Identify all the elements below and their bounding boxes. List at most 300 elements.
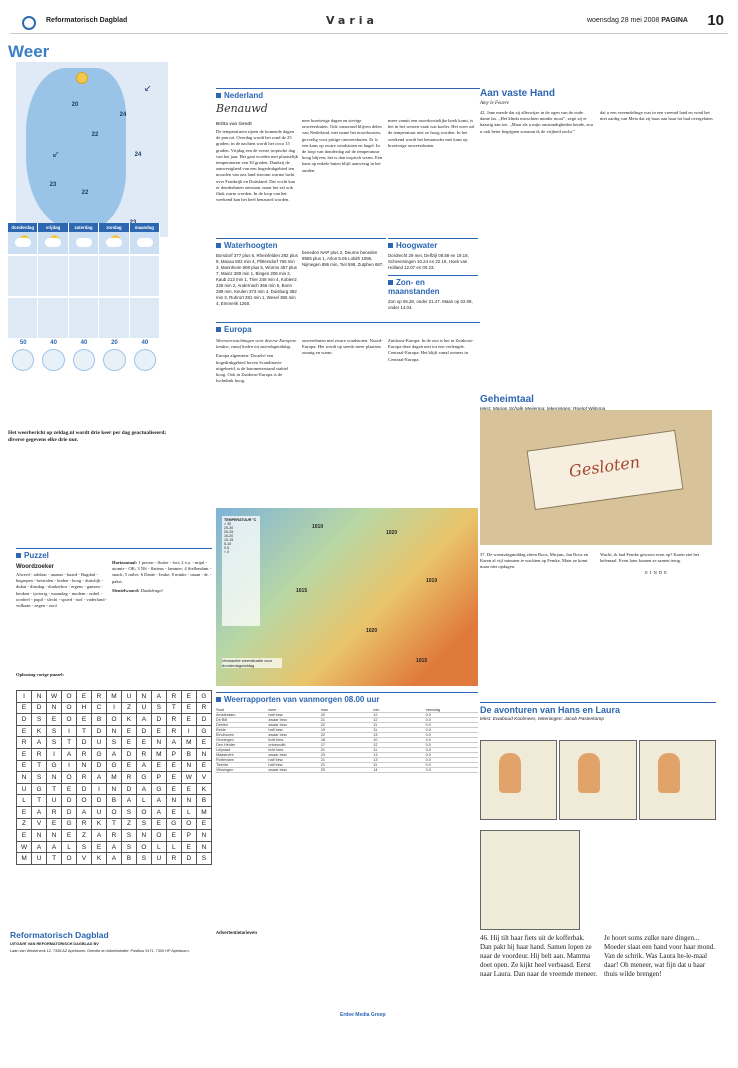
grid-cell[interactable]: D <box>92 725 107 737</box>
grid-cell[interactable]: N <box>32 691 47 703</box>
forecast-day: donderdag <box>8 223 38 232</box>
grid-cell[interactable]: E <box>17 760 32 772</box>
grid-cell[interactable]: P <box>166 748 181 760</box>
grid-cell[interactable]: M <box>106 772 121 784</box>
grid-cell[interactable]: E <box>181 714 196 726</box>
grid-cell[interactable]: A <box>151 795 166 807</box>
grid-cell[interactable]: G <box>196 725 211 737</box>
grid-cell[interactable]: G <box>106 760 121 772</box>
grid-cell[interactable]: L <box>136 795 151 807</box>
grid-cell[interactable]: I <box>92 783 107 795</box>
grid-cell[interactable]: D <box>136 725 151 737</box>
grid-cell[interactable]: A <box>151 691 166 703</box>
grid-cell[interactable]: E <box>17 806 32 818</box>
grid-cell[interactable]: G <box>92 748 107 760</box>
grid-cell[interactable]: G <box>32 783 47 795</box>
grid-cell[interactable]: N <box>32 830 47 842</box>
grid-cell[interactable]: M <box>151 748 166 760</box>
grid-cell[interactable]: B <box>196 795 211 807</box>
grid-cell[interactable]: A <box>32 841 47 853</box>
table-row: Maastricht zwaar bew. 23 13 0.0 <box>216 753 478 758</box>
grid-cell[interactable]: Z <box>121 818 136 830</box>
grid-cell[interactable]: M <box>17 853 32 865</box>
map-note: Verwachte weersituatie voor donderdagmiddag <box>222 658 282 668</box>
grid-cell[interactable]: L <box>181 806 196 818</box>
grid-cell[interactable]: S <box>106 737 121 749</box>
grid-cell[interactable]: E <box>196 760 211 772</box>
grid-cell[interactable]: T <box>166 702 181 714</box>
grid-cell[interactable]: D <box>62 806 77 818</box>
grid-cell[interactable]: U <box>121 691 136 703</box>
grid-cell[interactable]: Z <box>77 830 92 842</box>
cloud-sun-icon <box>38 232 68 254</box>
grid-cell[interactable]: L <box>17 795 32 807</box>
europa-section <box>216 322 480 334</box>
grid-cell[interactable]: N <box>151 737 166 749</box>
grid-cell[interactable]: U <box>17 783 32 795</box>
grid-cell[interactable]: S <box>136 853 151 865</box>
grid-cell[interactable]: N <box>47 830 62 842</box>
geheimtaal-illustration <box>480 410 712 545</box>
europa-col1: Weersverwachtingen voor diverse Europese landen, vanaf heden tot zaterdagmiddag. Europa algemeen: Dwaelsf een hogedrukgebied boven Scandinavie uitgebreid, is de barometerstand stabiel hoog. Ook in Zuidoost-Europa is de luchtdruk hoog. <box>216 338 297 384</box>
table-row: De Bilt zwaar bew. 21 12 0.0 <box>216 718 478 723</box>
map-temp: 24 <box>119 112 127 118</box>
grid-cell[interactable]: T <box>62 737 77 749</box>
table-row: Den Helder onbewolkt 17 12 0.0 <box>216 743 478 748</box>
grid-cell[interactable]: E <box>151 818 166 830</box>
grid-cell[interactable]: E <box>196 737 211 749</box>
grid-cell[interactable]: R <box>136 748 151 760</box>
zon-heading: Zon- en maanstanden <box>388 275 478 296</box>
grid-cell[interactable]: W <box>181 772 196 784</box>
grid-cell[interactable]: I <box>17 691 32 703</box>
waterhoogten-heading: Waterhoogten <box>216 238 386 250</box>
weer-footnote: Het weerbericht op zeldag.nl wordt drie keer per dag geactualiseerd; diverse gegevens elke drie uur. <box>8 430 167 443</box>
grid-cell[interactable]: N <box>106 783 121 795</box>
grid-cell[interactable]: U <box>32 853 47 865</box>
grid-cell[interactable]: E <box>77 691 92 703</box>
grid-cell[interactable]: E <box>151 725 166 737</box>
grid-cell[interactable]: U <box>92 737 107 749</box>
grid-cell[interactable]: A <box>47 841 62 853</box>
grid-cell[interactable]: R <box>121 772 136 784</box>
grid-row <box>17 806 212 818</box>
grid-cell[interactable]: N <box>181 795 196 807</box>
page-number: 10 <box>707 12 724 29</box>
grid-cell[interactable]: K <box>92 853 107 865</box>
temperature-strip <box>8 256 160 296</box>
grid-cell[interactable]: E <box>166 783 181 795</box>
grid-cell[interactable]: O <box>136 841 151 853</box>
grid-cell[interactable]: O <box>77 795 92 807</box>
grid-cell[interactable]: G <box>196 691 211 703</box>
grid-cell[interactable]: S <box>121 830 136 842</box>
grid-cell[interactable]: L <box>62 841 77 853</box>
grid-cell[interactable]: E <box>166 806 181 818</box>
grid-row <box>17 853 212 865</box>
grid-cell[interactable]: N <box>77 760 92 772</box>
grid-cell[interactable]: N <box>47 702 62 714</box>
grid-cell[interactable]: D <box>196 714 211 726</box>
grid-cell[interactable]: E <box>181 691 196 703</box>
grid-cell[interactable]: D <box>121 783 136 795</box>
forecast-value: 40 <box>80 340 88 346</box>
grid-cell[interactable]: E <box>17 748 32 760</box>
grid-cell[interactable]: W <box>17 841 32 853</box>
avonturen-text-left: 46. Hij tilt haar fiets uit de kofferbak. Dan pakt hij haar hand. Samen lopen ze naar de voordeur. Hij belt aan. Mamma doet open. Ze kijkt heel verbaasd. Eerst naar Laura. Dan naar de vreemde meneer. <box>480 934 597 978</box>
grid-cell[interactable]: O <box>62 702 77 714</box>
grid-cell[interactable]: N <box>17 772 32 784</box>
feuilleton-author: Amy le Feuvre <box>480 101 509 106</box>
grid-cell[interactable]: E <box>196 818 211 830</box>
cloud-icon <box>69 232 99 254</box>
feuilleton-section <box>480 88 716 106</box>
grid-cell[interactable]: N <box>47 772 62 784</box>
grid-cell[interactable]: A <box>136 714 151 726</box>
grid-cell[interactable]: R <box>166 853 181 865</box>
grid-cell[interactable]: S <box>121 806 136 818</box>
grid-cell[interactable]: S <box>77 841 92 853</box>
puzzel-title: Woordzoeker <box>16 564 54 570</box>
grid-cell[interactable]: A <box>136 783 151 795</box>
grid-cell[interactable]: E <box>62 783 77 795</box>
grid-cell[interactable]: N <box>181 760 196 772</box>
puzzel-hints: Horizontaal: 1 perron - fluiter - lort; 2 e.a. - mijal - atomie - OK; 3 NS - flatteus - lammer; 4 Stellendam - snack; 5 miles; 6 Dante - Ieuke; 8 minke - utaan - dr. - pakst. Sleutelwoord: Dankdengel <box>112 560 212 593</box>
grid-cell[interactable]: R <box>17 737 32 749</box>
grid-cell[interactable]: A <box>136 760 151 772</box>
grid-cell[interactable]: A <box>32 737 47 749</box>
grid-cell[interactable]: E <box>92 841 107 853</box>
europa-heading: Europa <box>216 322 480 334</box>
table-row: Deelen zwaar bew. 22 11 0.0 <box>216 723 478 728</box>
grid-row <box>17 691 212 703</box>
grid-cell[interactable]: A <box>77 806 92 818</box>
grid-cell[interactable]: O <box>62 714 77 726</box>
grid-cell[interactable]: O <box>151 830 166 842</box>
grid-cell[interactable]: S <box>47 725 62 737</box>
feuilleton-col2: dat u een vreemdelinge was in een vreemd land en vond het niet aardig van Meta dat zij haas aan haar lot had overgelaten. <box>600 110 714 122</box>
grid-cell[interactable]: A <box>106 853 121 865</box>
grid-row <box>17 714 212 726</box>
grid-cell[interactable]: U <box>47 795 62 807</box>
grid-cell[interactable]: N <box>196 841 211 853</box>
grid-cell[interactable]: G <box>166 818 181 830</box>
grid-cell[interactable]: T <box>77 725 92 737</box>
section-title: Varia <box>326 14 378 27</box>
grid-cell[interactable]: R <box>32 748 47 760</box>
grid-cell[interactable]: N <box>196 748 211 760</box>
grid-cell[interactable]: Z <box>17 818 32 830</box>
grid-cell[interactable]: A <box>92 772 107 784</box>
grid-cell[interactable]: G <box>136 772 151 784</box>
grid-cell[interactable]: M <box>181 737 196 749</box>
grid-cell[interactable]: G <box>151 783 166 795</box>
table-header: Stad weer max min neerslag <box>216 708 478 713</box>
europa-col2: onweerbuien met zware windstoten. Noord-Europa: Het wordt op steeds meer plaatsen zonnig en warm. <box>302 338 383 356</box>
grid-cell[interactable]: M <box>106 691 121 703</box>
isobar-label: 1010 <box>312 524 324 530</box>
grid-cell[interactable]: A <box>106 748 121 760</box>
grid-row <box>17 830 212 842</box>
grid-cell[interactable]: O <box>62 772 77 784</box>
grid-row <box>17 783 212 795</box>
nederland-heading: Nederland <box>216 88 480 100</box>
grid-cell[interactable]: E <box>121 725 136 737</box>
isobar-label: 1020 <box>386 530 398 536</box>
grid-cell[interactable]: S <box>136 818 151 830</box>
forecast-day: zaterdag <box>69 223 99 232</box>
table-row: Twente half bew. 21 11 0.0 <box>216 763 478 768</box>
grid-cell[interactable]: D <box>92 760 107 772</box>
waterhoogten-col2: beneden NAP plus 2, Deurne beneden 8955 plus 1, Arlon 5.05 Lobith 1086, Nijmegen 886 min, Tiel 598, Zutphen 687. <box>302 250 384 267</box>
grid-cell[interactable]: R <box>77 748 92 760</box>
grid-cell[interactable]: K <box>32 725 47 737</box>
grid-row <box>17 748 212 760</box>
grid-cell[interactable]: I <box>47 748 62 760</box>
grid-cell[interactable]: I <box>62 725 77 737</box>
avonturen-text-right: Je hoort soms zulke nare dingen... Moeder slaat een hand voor haar mond. Van de schrik. Was Laura he-le-maal daar! Oh meneer, wat fijn dat u haar thuis wilde brengen! <box>604 934 715 978</box>
grid-cell[interactable]: B <box>106 795 121 807</box>
grid-cell[interactable]: V <box>196 772 211 784</box>
grid-cell[interactable]: D <box>77 737 92 749</box>
grid-cell[interactable]: V <box>77 853 92 865</box>
grid-cell[interactable]: N <box>196 830 211 842</box>
grid-cell[interactable]: T <box>32 760 47 772</box>
netherlands-shape <box>26 68 126 228</box>
grid-cell[interactable]: I <box>181 725 196 737</box>
nederland-section <box>216 88 480 115</box>
grid-row <box>17 725 212 737</box>
weerrapporten-section <box>216 692 478 773</box>
grid-cell[interactable]: T <box>106 818 121 830</box>
grid-cell[interactable]: T <box>32 795 47 807</box>
grid-cell[interactable]: D <box>92 795 107 807</box>
rain-strip <box>8 298 160 338</box>
forecast-day: vrijdag <box>38 223 68 232</box>
isobar-label: 1010 <box>426 578 438 584</box>
grid-row <box>17 760 212 772</box>
grid-cell[interactable]: R <box>166 725 181 737</box>
grid-cell[interactable]: S <box>32 772 47 784</box>
forecast-day: maandag <box>130 223 160 232</box>
forecast-day: zondag <box>99 223 129 232</box>
grid-row <box>17 702 212 714</box>
grid-cell[interactable]: C <box>92 702 107 714</box>
grid-cell[interactable]: U <box>136 702 151 714</box>
weerrapporten-table <box>216 708 478 773</box>
grid-cell[interactable]: E <box>151 760 166 772</box>
grid-cell[interactable]: M <box>196 806 211 818</box>
grid-cell[interactable]: O <box>106 714 121 726</box>
grid-cell[interactable]: E <box>47 714 62 726</box>
grid-cell[interactable]: E <box>62 830 77 842</box>
geheimtaal-col2: Wacht, ik had Femke gewoon even op? Karen ziet het helemaal. Even later komen ze samen terug. EINDE <box>600 552 700 576</box>
grid-cell[interactable]: N <box>136 830 151 842</box>
grid-cell[interactable]: A <box>166 737 181 749</box>
grid-cell[interactable]: E <box>17 725 32 737</box>
grid-cell[interactable]: D <box>181 853 196 865</box>
grid-row <box>17 841 212 853</box>
colofon-logo: Reformatorisch Dagblad <box>10 930 109 940</box>
grid-cell[interactable]: B <box>121 853 136 865</box>
grid-cell[interactable]: A <box>121 795 136 807</box>
geheimtaal-col1: 37. De woensdagmiddag zitten Roos, Mirjam, Jan Roos en Karen al vijf minuten te wachten op Femke. Maar ze komt maar niet opdagen. <box>480 552 589 570</box>
wind-gauges <box>8 349 160 371</box>
weer-section <box>8 42 168 196</box>
grid-row <box>17 795 212 807</box>
paper-name: Reformatorisch Dagblad <box>46 17 128 24</box>
grid-cell[interactable]: G <box>47 760 62 772</box>
map-temp: 22 <box>81 190 89 196</box>
isobar-label: 1020 <box>366 628 378 634</box>
europa-col3: Zuidoost-Europa: In de zon is het in Zuidoost-Europa deze dagen niet tot een verlengde. Centraal-Europa: Het blijft vanaf zomers in Centraal-Europa. <box>388 338 474 362</box>
grid-cell[interactable]: D <box>17 714 32 726</box>
map-temp: 23 <box>49 182 57 188</box>
grid-cell[interactable]: G <box>62 818 77 830</box>
forecast-value: 50 <box>19 340 27 346</box>
grid-cell[interactable]: V <box>32 818 47 830</box>
map-temp: 24 <box>134 152 142 158</box>
grid-cell[interactable]: E <box>47 818 62 830</box>
grid-cell[interactable]: S <box>32 714 47 726</box>
weather-map <box>16 62 168 237</box>
nederland-col1: Britta van Gendt De temperaturen rijzen de komende dagen de pan uit. Overdag wordt het rond de 25 graden; in de nachten wordt het circa 15 graden. Vrijdag een de eerste tropische dag van het jaar. Het gaat worden met plaatselijk temperaturen van 30 graden. Dankzij de aanwezigheid van een hogedrukgebied ten noorden van ons land stroomt warme lucht over Frankrijk en Duitsland. Dat vocht kan er donderbuien ontstaan, maar het zal ook flink warm worden. In de loop van het weekend kan het heel benauwd worden. <box>216 121 298 203</box>
erdee-logo: Erdee Media Groep <box>340 1012 386 1018</box>
grid-cell[interactable]: K <box>121 714 136 726</box>
grid-cell[interactable]: A <box>32 806 47 818</box>
grid-cell[interactable]: N <box>136 691 151 703</box>
grid-cell[interactable]: E <box>181 783 196 795</box>
temperature-legend: TEMPERATUUR °C > 30 25-30 20-25 15-20 10-15 5-10 0-5 < 0 <box>222 516 260 626</box>
grid-cell[interactable]: S <box>121 841 136 853</box>
grid-cell[interactable]: R <box>47 806 62 818</box>
nederland-headline: Benauwd <box>216 102 268 115</box>
grid-cell[interactable]: A <box>151 806 166 818</box>
nederland-col3: meer vanuit een noordoostelijke hoek komt, is het in het westen vaak wat koeler. Het weer zal de temperatuur niet zo hoog worden. In het weekend wordt het benauwder met kans op broeierige onweersbuien. <box>388 118 475 148</box>
table-row: Rotterdam half bew. 21 13 0.0 <box>216 758 478 763</box>
grid-row <box>17 772 212 784</box>
grid-cell[interactable]: U <box>92 806 107 818</box>
geheimtaal-heading: Geheimtaal <box>480 394 534 405</box>
grid-cell[interactable]: W <box>47 691 62 703</box>
grid-cell[interactable]: D <box>62 795 77 807</box>
paper-logo-icon <box>22 16 36 30</box>
forecast-value: 20 <box>111 340 118 346</box>
grid-cell[interactable]: N <box>166 795 181 807</box>
weer-title: Weer <box>8 42 50 61</box>
grid-cell[interactable]: B <box>181 748 196 760</box>
cloud-sun-icon <box>8 232 38 254</box>
grid-cell[interactable]: R <box>106 830 121 842</box>
grid-cell[interactable]: H <box>77 702 92 714</box>
grid-cell[interactable]: O <box>62 691 77 703</box>
grid-cell[interactable]: K <box>196 783 211 795</box>
masthead <box>10 8 728 34</box>
grid-cell[interactable]: D <box>77 783 92 795</box>
grid-cell[interactable]: B <box>92 714 107 726</box>
grid-cell[interactable]: E <box>181 702 196 714</box>
grid-cell[interactable]: E <box>166 760 181 772</box>
grid-cell[interactable]: E <box>166 830 181 842</box>
weerrapporten-heading: Weerrapporten van vanmorgen 08.00 uur <box>216 692 478 704</box>
table-row: Amsterdam half bew. 20 12 0.0 <box>216 713 478 718</box>
table-row: Eelde half bew. 19 11 0.0 <box>216 728 478 733</box>
grid-cell[interactable]: P <box>181 830 196 842</box>
grid-cell[interactable]: O <box>136 806 151 818</box>
grid-cell[interactable]: L <box>151 841 166 853</box>
grid-cell[interactable]: S <box>196 853 211 865</box>
map-temp: 22 <box>91 132 99 138</box>
grid-cell[interactable]: I <box>106 702 121 714</box>
grid-cell[interactable]: E <box>77 714 92 726</box>
grid-cell[interactable]: E <box>136 737 151 749</box>
grid-cell[interactable]: E <box>17 702 32 714</box>
prev-solution-label: Oplossing vorige puzzel: <box>16 672 64 677</box>
grid-cell[interactable]: E <box>121 760 136 772</box>
grid-cell[interactable]: R <box>92 691 107 703</box>
feuilleton-col1: 42. Jane merde dat zij allerwijze in de ogen van de oude dame las. „Het klinkt misschien minder mooi”, zegò zij er haastig aan toe. „Maar als u mijn omstandigheden kende, zou u ook beter begrijpen waarom ik de vrijheid zocht.” <box>480 110 593 134</box>
comic-strip <box>480 740 716 820</box>
grid-cell[interactable]: E <box>17 830 32 842</box>
grid-cell[interactable]: U <box>151 853 166 865</box>
hoogwater-section: Hoogwater Dordrecht 29 mei, Delfzijl 08.58 en 19.18, Scheveningen 10.24 en 22.19, Hoek van Holland 12.07 en 00.23. Zon- en maanstanden Zon op 05.28, onder 21.47. Maan op 02.09, onder 14.04. <box>388 238 478 311</box>
grid-cell[interactable]: S <box>47 737 62 749</box>
grid-cell[interactable]: E <box>181 841 196 853</box>
hoogwater-heading: Hoogwater <box>388 238 478 250</box>
avonturen-credit: tekst: Ewaboud Koolmees, tekeningen: Jacob Pasterkamp <box>480 717 604 722</box>
grid-cell[interactable]: T <box>47 783 62 795</box>
grid-cell[interactable]: R <box>77 772 92 784</box>
grid-cell[interactable]: R <box>77 818 92 830</box>
grid-cell[interactable]: S <box>151 702 166 714</box>
grid-cell[interactable]: K <box>92 818 107 830</box>
forecast-table <box>8 223 160 423</box>
grid-cell[interactable]: D <box>121 748 136 760</box>
cloud-icon <box>130 232 160 254</box>
grid-cell[interactable]: O <box>106 806 121 818</box>
grid-cell[interactable]: A <box>92 830 107 842</box>
grid-cell[interactable]: E <box>121 737 136 749</box>
grid-cell[interactable]: R <box>166 691 181 703</box>
grid-cell[interactable]: O <box>181 818 196 830</box>
grid-cell[interactable]: L <box>166 841 181 853</box>
puzzel-heading: Puzzel <box>16 548 212 560</box>
grid-cell[interactable]: N <box>106 725 121 737</box>
wind-arrow-icon: ↙ <box>52 150 60 160</box>
forecast-value: 40 <box>50 340 57 346</box>
grid-cell[interactable]: R <box>196 702 211 714</box>
grid-cell[interactable]: O <box>62 853 77 865</box>
grid-cell[interactable]: I <box>62 760 77 772</box>
table-row: Eindhoven zwaar bew. 22 13 0.0 <box>216 733 478 738</box>
europe-weather-map <box>216 508 478 686</box>
comic-panel <box>480 830 580 930</box>
grid-cell[interactable]: D <box>151 714 166 726</box>
grid-cell[interactable]: Z <box>121 702 136 714</box>
grid-cell[interactable]: P <box>151 772 166 784</box>
grid-cell[interactable]: A <box>106 841 121 853</box>
grid-cell[interactable]: D <box>32 702 47 714</box>
grid-cell[interactable]: E <box>166 772 181 784</box>
cloud-sun-icon <box>99 232 129 254</box>
wind-arrow-icon: ↙ <box>144 84 152 94</box>
isobar-label: 1015 <box>296 588 308 594</box>
grid-cell[interactable]: A <box>62 748 77 760</box>
grid-row <box>17 818 212 830</box>
grid-cell[interactable]: R <box>166 714 181 726</box>
woordzoeker-grid[interactable] <box>16 690 212 865</box>
grid-cell[interactable]: T <box>47 853 62 865</box>
